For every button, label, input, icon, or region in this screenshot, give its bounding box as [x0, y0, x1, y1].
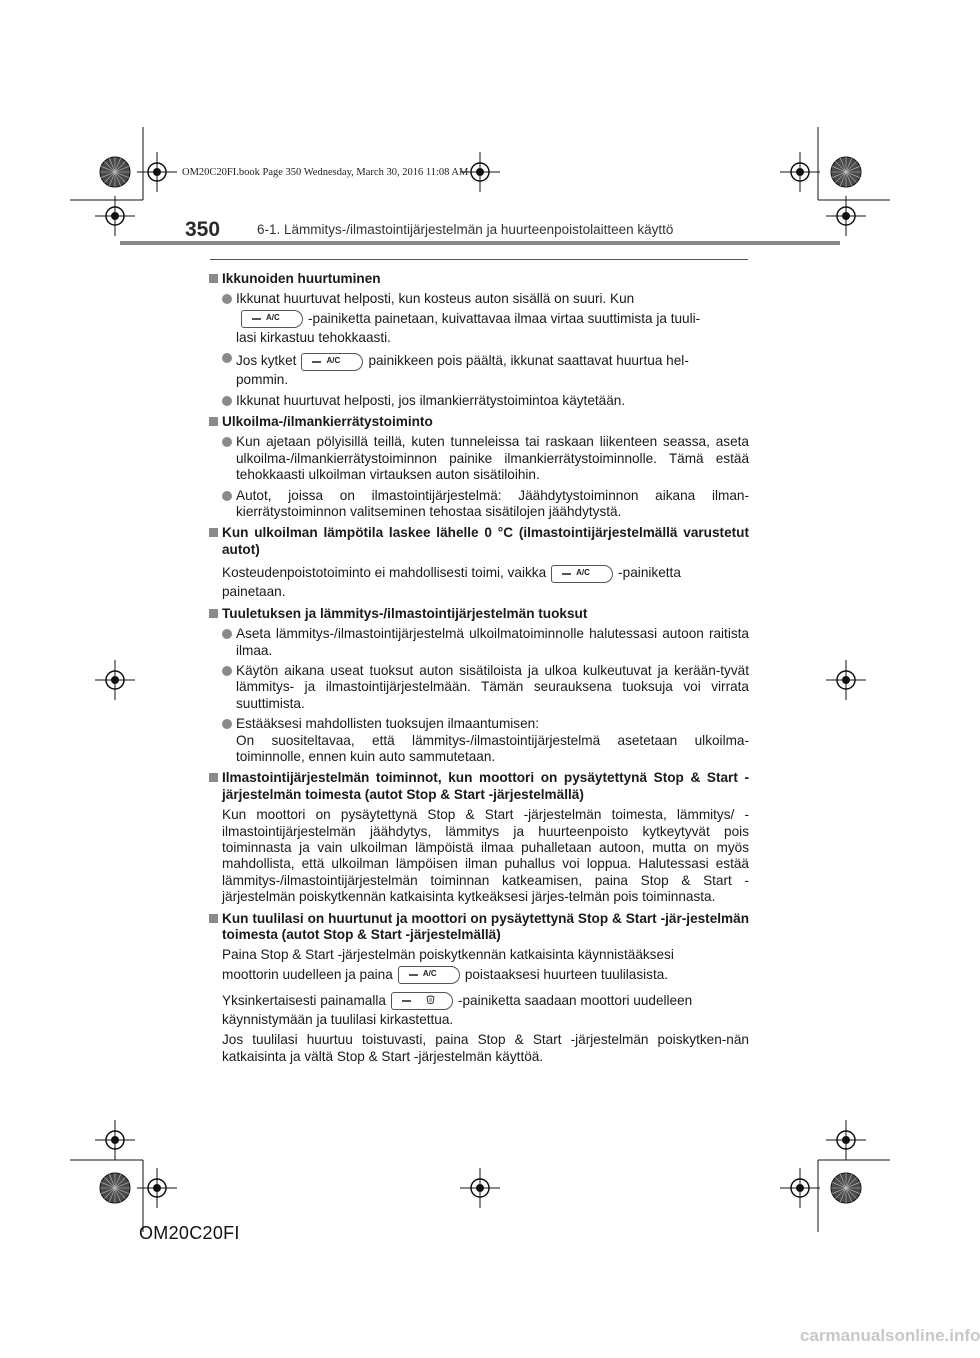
list-item: Jos kytket A/C painikkeen pois päältä, ikkunat saattavat huurtua hel- pommin. [209, 350, 749, 388]
section-title: Kun tuulilasi on huurtunut ja moottori on pysäytettynä Stop & Start -jär-jestelmän toimesta (autot Stop & Start -järjestelmällä) [209, 911, 749, 944]
paragraph: Jos tuulilasi huurtuu toistuvasti, paina Stop & Start -järjestelmän poiskytken-nän katkaisinta ja vältä Stop & Start -järjestelmän käyttöä. [222, 1032, 749, 1064]
registration-target-icon [95, 1120, 135, 1160]
watermark: carmanualsonline.info [800, 1326, 980, 1345]
dot-bullet-icon [222, 396, 232, 406]
dot-bullet-icon [222, 437, 232, 447]
paragraph: Paina Stop & Start -järjestelmän poiskytkennän katkaisinta käynnistääksesi moottorin uudelleen ja paina A/C poistaaksesi huurteen tuulilasista. [209, 947, 749, 985]
sunburst-target-icon [831, 157, 861, 187]
list-item: Kun ajetaan pölyisillä teillä, kuten tunneleissa tai raskaan liikenteen seassa, aseta ulkoilma-/ilmankierrätystoiminnon painike ilmankierrätystoiminnolle. Tämä estää tehokkaasti ulkoilman virtauksen auton sisätiloihin. [209, 434, 749, 483]
dot-bullet-icon [222, 629, 232, 639]
square-bullet-icon [209, 609, 218, 618]
page-content [209, 266, 749, 1065]
list-item: Ikkunat huurtuvat helposti, jos ilmankierrätystoimintoa käytetään. [209, 393, 749, 409]
book-info: OM20C20FI.book Page 350 Wednesday, March 30, 2016 11:08 AM [182, 167, 469, 178]
section-title: Kun ulkoilman lämpötila laskee lähelle 0 °C (ilmastointijärjestelmällä varustetut autot) [209, 525, 749, 558]
registration-target-icon [780, 1168, 820, 1208]
registration-target-icon [780, 152, 820, 192]
list-item: Ikkunat huurtuvat helposti, kun kosteus auton sisällä on suuri. Kun A/C -painiketta painetaan, kuivattavaa ilmaa virtaa suuttimista ja tuuli- lasi kirkastuu tehokkaasti. [209, 291, 749, 346]
registration-target-icon [826, 660, 866, 700]
registration-target-icon [95, 660, 135, 700]
ac-button-icon: A/C [301, 353, 363, 371]
section-title: Tuuletuksen ja lämmitys-/ilmastointijärjestelmän tuoksut [209, 606, 749, 622]
page-header: 6-1. Lämmitys-/ilmastointijärjestelmän ja huurteenpoistolaitteen käyttö [257, 222, 674, 237]
square-bullet-icon [209, 417, 218, 426]
ac-button-icon: A/C [398, 966, 460, 984]
sunburst-target-icon [100, 157, 130, 187]
registration-target-icon [826, 196, 866, 236]
square-bullet-icon [209, 914, 218, 923]
header-rule [210, 259, 748, 260]
sunburst-target-icon [831, 1173, 861, 1203]
paragraph: Kosteudenpoistotoiminto ei mahdollisesti toimi, vaikka A/C -painiketta painetaan. [222, 565, 681, 600]
registration-target-icon [460, 1168, 500, 1208]
ac-button-icon: A/C [551, 565, 613, 583]
list-item: Autot, joissa on ilmastointijärjestelmä: Jäähdytystoiminnon aikana ilman-kierrätystoiminnon valitseminen tehostaa sisätilojen jäähdytystä. [209, 488, 749, 521]
dot-bullet-icon [222, 353, 232, 363]
dot-bullet-icon [222, 491, 232, 501]
square-bullet-icon [209, 528, 218, 537]
section-title: Ikkunoiden huurtuminen [209, 271, 749, 287]
footer-code: OM20C20FI [139, 1223, 240, 1243]
section-title: Ulkoilma-/ilmankierrätystoiminto [209, 414, 749, 430]
registration-target-icon [95, 196, 135, 236]
registration-target-icon [826, 1120, 866, 1160]
list-item: Aseta lämmitys-/ilmastointijärjestelmä ulkoilmatoiminnolle halutessasi autoon raitista ilmaa. [209, 626, 749, 659]
sunburst-target-icon [100, 1173, 130, 1203]
paragraph: Yksinkertaisesti painamalla -painiketta saadaan moottori uudelleen käynnistymään ja tuulilasi kirkastettua. [222, 992, 693, 1027]
dot-bullet-icon [222, 294, 232, 304]
defroster-button-icon [391, 992, 453, 1010]
paragraph: Kun moottori on pysäytettynä Stop & Start -järjestelmän toimesta, lämmitys/ -ilmastointijärjestelmän jäähdytys, lämmitys ja huurteenpoisto kytkeytyvät pois toiminnasta ja vain ulkoilman lämpöistä ilmaa puhalletaan autoon, mutta on myös mahdollista, että ulkoilman lämpöisen ilman puhallus voi loppua. Halutessasi estää lämmitys-/ilmastointijärjestelmän toiminnan katkeamisen, paina Stop & Start -järjestelmän poiskytkennän katkaisinta kytkeäksesi järjes-telmän pois toiminnasta. [222, 807, 749, 905]
dot-bullet-icon [222, 666, 232, 676]
square-bullet-icon [209, 274, 218, 283]
list-item: Käytön aikana useat tuoksut auton sisätiloista ja ulkoa kulkeutuvat ja kerään-tyvät lämmitys- ja ilmastointijärjestelmään. Tämän seurauksena tuoksuja voi virrata suuttimista. [209, 663, 749, 712]
dot-bullet-icon [222, 719, 232, 729]
section-title: Ilmastointijärjestelmän toiminnot, kun moottori on pysäytettynä Stop & Start -järjestelmän toimesta (autot Stop & Start -järjestelmällä) [209, 770, 749, 803]
page-number: 350 [185, 218, 221, 241]
ac-button-icon: A/C [241, 310, 303, 328]
list-item: Estääksesi mahdollisten tuoksujen ilmaantumisen: On suositeltavaa, että lämmitys-/ilmastointijärjestelmä asetetaan ulkoilma-toiminnolle, ennen kuin auto sammutetaan. [209, 716, 749, 765]
square-bullet-icon [209, 773, 218, 782]
